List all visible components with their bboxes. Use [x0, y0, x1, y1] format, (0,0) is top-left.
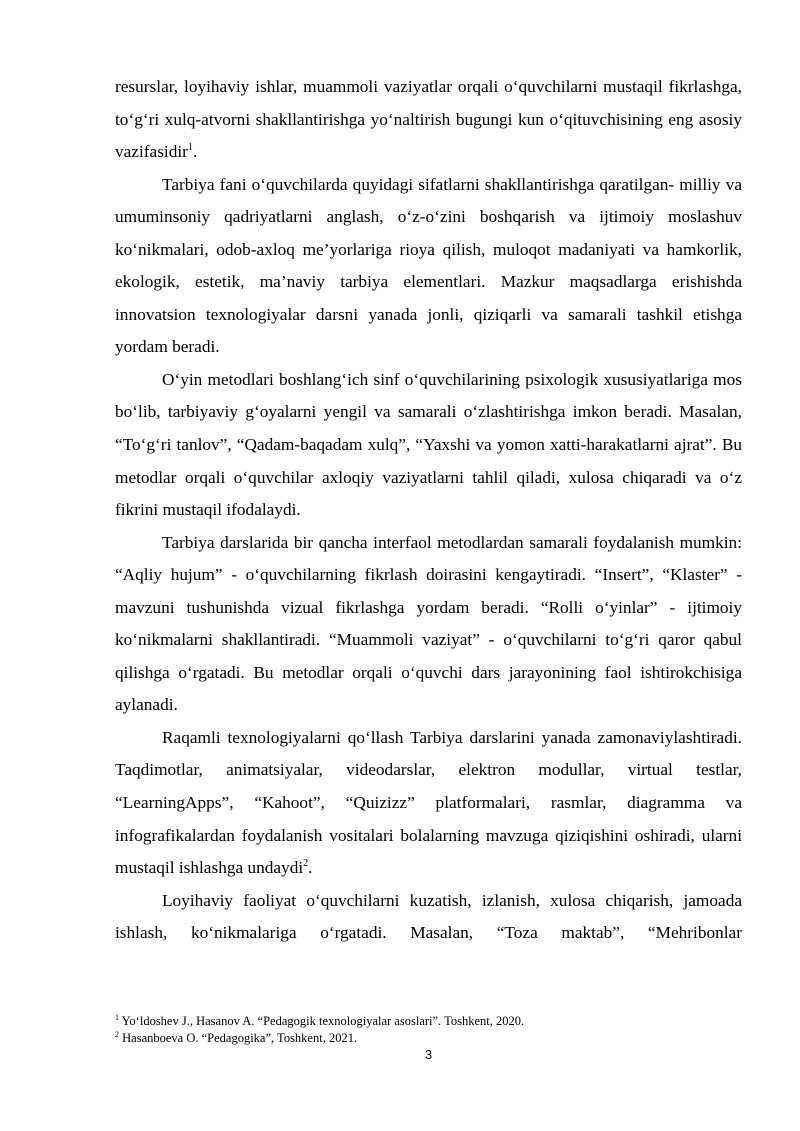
- footnotes: [115, 1013, 742, 1047]
- paragraph-5: [115, 722, 742, 885]
- paragraph-tail: .: [308, 858, 313, 878]
- paragraph-tail: .: [192, 142, 198, 162]
- footnote-1: [115, 1013, 742, 1030]
- body-text: [115, 71, 742, 950]
- footnote-ref-1: 1: [187, 142, 193, 154]
- footnote-2: [115, 1030, 742, 1047]
- paragraph-text: resurslar, loyihaviy ishlar, muammoli vaziyatlar orqali o‘quvchilarni mustaqil fikrlashga, to‘g‘ri xulq-atvorni shakllantirishga yo‘naltirish bugungi kun o‘qituvchisining eng asosiy vazifasidir: [115, 77, 742, 162]
- paragraph-text: Raqamli texnologiyalarni qo‘llash Tarbiya darslarini yanada zamonaviylashtiradi. Taqdimotlar, animatsiyalar, videodarslar, elektron modullar, virtual testlar, “LearningApps”, “Kahoot”, “Quizizz” platformalari, rasmlar, diagramma va infografikalardan foydalanish vositalari bolalarning mavzuga qiziqishini oshiradi, ularni mustaqil ishlashga undaydi: [115, 727, 742, 878]
- paragraph-1: [115, 71, 742, 169]
- footnote-text: Hasanboeva O. “Pedagogika”, Toshkent, 2021.: [119, 1031, 358, 1045]
- paragraph-2: Tarbiya fani o‘quvchilarda quyidagi sifatlarni shakllantirishga qaratilgan- milliy va umuminsoniy qadriyatlarni anglash, o‘z-o‘zini boshqarish va ijtimoiy moslashuv ko‘nikmalari, odob-axloq me’yorlariga rioya qilish, muloqot madaniyati va hamkorlik, ekologik, estetik, ma’naviy tarbiya elementlari. Mazkur maqsadlarga erishishda innovatsion texnologiyalar darsni yanada jonli, qiziqarli va samarali tashkil etishga yordam beradi.: [115, 174, 742, 357]
- paragraph-6: Loyihaviy faoliyat o‘quvchilarni kuzatish, izlanish, xulosa chiqarish, jamoada ishlash, ko‘nikmalariga o‘rgatadi. Masalan, “Toza maktab”, “Mehribonlar: [115, 890, 742, 943]
- footnote-mark: 2: [115, 1029, 119, 1039]
- page-number: 3: [424, 1047, 433, 1062]
- footnote-text: Yo‘ldoshev J., Hasanov A. “Pedagogik texnologiyalar asoslari”. Toshkent, 2020.: [119, 1014, 525, 1028]
- paragraph-4: Tarbiya darslarida bir qancha interfaol metodlardan samarali foydalanish mumkin: “Aqliy hujum” - o‘quvchilarning fikrlash doirasini kengaytiradi. “Insert”, “Klaster” - mavzuni tushunishda vizual fikrlashga yordam beradi. “Rolli o‘yinlar” - ijtimoiy ko‘nikmalarni shakllantiradi. “Muammoli vaziyat” - o‘quvchilarni to‘g‘ri qaror qabul qilishga o‘rgatadi. Bu metodlar orqali o‘quvchi dars jarayonining faol ishtirokchisiga aylanadi.: [115, 532, 742, 715]
- footnote-mark: 1: [115, 1012, 119, 1022]
- paragraph-3: O‘yin metodlari boshlang‘ich sinf o‘quvchilarining psixologik xususiyatlariga mos bo‘lib, tarbiyaviy g‘oyalarni yengil va samarali o‘zlashtirishga imkon beradi. Masalan, “To‘g‘ri tanlov”, “Qadam-baqadam xulq”, “Yaxshi va yomon xatti-harakatlarni ajrat”. Bu metodlar orqali o‘quvchilar axloqiy vaziyatlarni tahlil qiladi, xulosa chiqaradi va o‘z fikrini mustaqil ifodalaydi.: [115, 369, 742, 520]
- footnote-ref-2: 2: [303, 858, 309, 870]
